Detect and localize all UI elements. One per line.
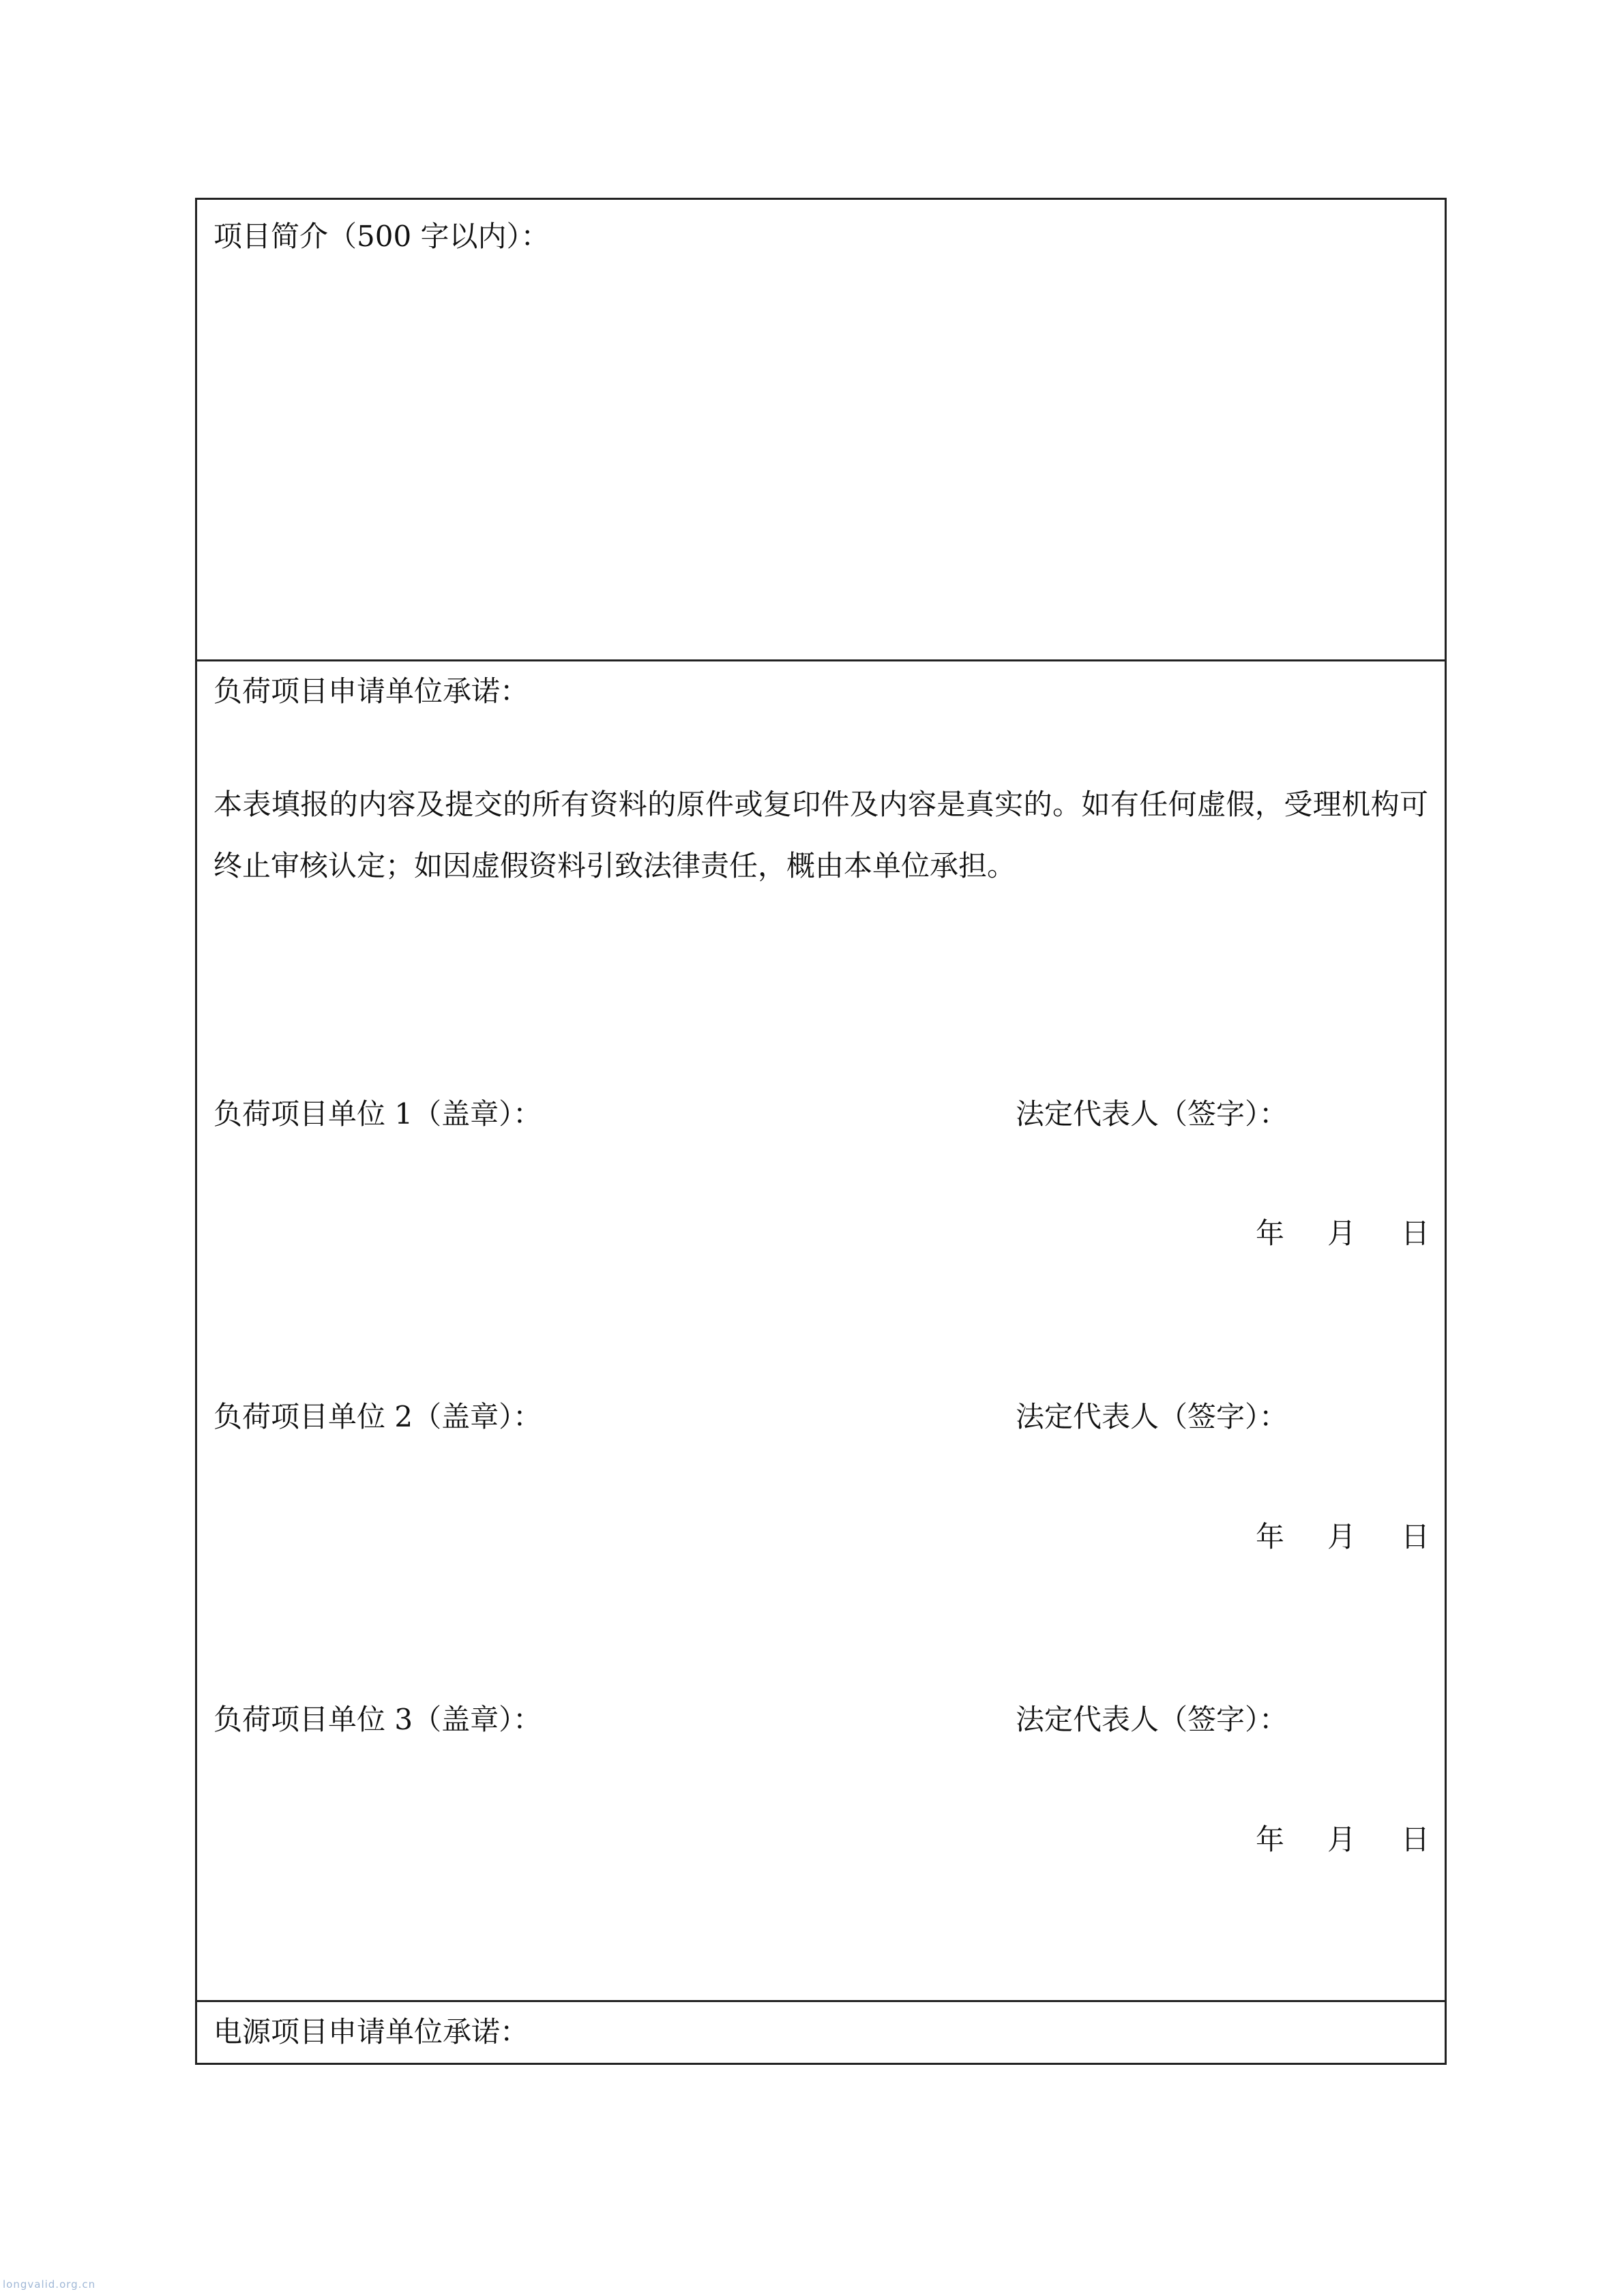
project-intro-cell: [197, 200, 1445, 661]
date-year-label: 年: [1256, 1520, 1285, 1553]
legal-rep-2-signature-label: 法定代表人（签字）：: [1016, 1400, 1288, 1433]
power-commitment-heading: 电源项目申请单位承诺：: [213, 2015, 529, 2048]
load-unit-1-stamp-label: 负荷项目单位 1（盖章）：: [213, 1097, 542, 1131]
load-unit-3-stamp-label: 负荷项目单位 3（盖章）：: [213, 1703, 542, 1736]
date-year-label: 年: [1256, 1823, 1285, 1856]
load-unit-2-stamp-label: 负荷项目单位 2（盖章）：: [213, 1400, 542, 1433]
site-watermark: longvalid.org.cn: [3, 2278, 96, 2291]
date-month-label: 月: [1327, 1217, 1357, 1250]
legal-rep-3-signature-label: 法定代表人（签字）：: [1016, 1703, 1288, 1736]
date-year-label: 年: [1256, 1217, 1285, 1250]
load-commitment-heading: 负荷项目申请单位承诺：: [213, 674, 529, 708]
signer-2-date: [1256, 1521, 1430, 1553]
date-month-label: 月: [1327, 1520, 1357, 1553]
legal-rep-1-signature-label: 法定代表人（签字）：: [1016, 1097, 1288, 1131]
commitment-statement: 本表填报的内容及提交的所有资料的原件或复印件及内容是真实的。如有任何虚假，受理机构可终止审核认定；如因虚假资料引致法律责任，概由本单位承担。: [213, 788, 1428, 882]
signer-3-date: [1256, 1823, 1430, 1856]
date-day-label: 日: [1401, 1520, 1430, 1553]
date-day-label: 日: [1401, 1823, 1430, 1856]
signer-1-date: [1256, 1217, 1430, 1250]
load-unit-commitment-cell: [197, 661, 1445, 2002]
date-day-label: 日: [1401, 1217, 1430, 1250]
date-month-label: 月: [1327, 1823, 1357, 1856]
application-form-table: [195, 198, 1447, 2065]
project-intro-label: 项目简介（500 字以内）：: [213, 220, 550, 253]
power-unit-commitment-cell: [197, 2002, 1445, 2065]
